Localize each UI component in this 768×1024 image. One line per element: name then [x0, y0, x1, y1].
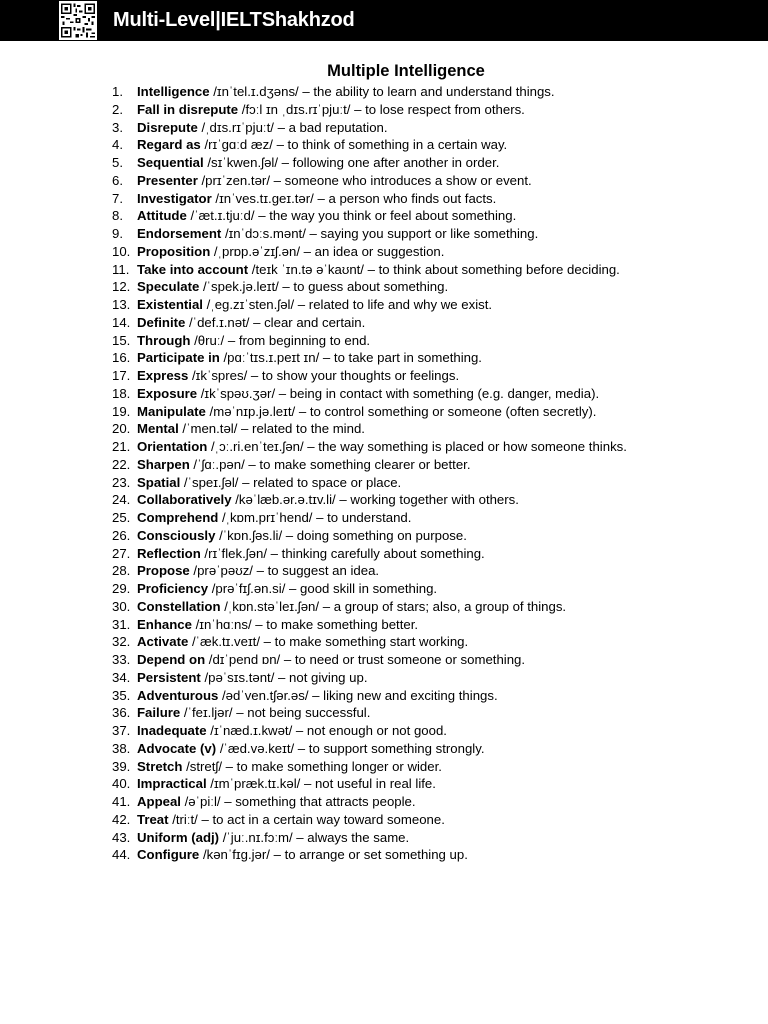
- list-item: [112, 509, 627, 527]
- list-item: [112, 633, 627, 651]
- item-number: 31.: [112, 616, 131, 632]
- item-number: 37.: [112, 723, 131, 738]
- vocab-definition: /triːt/ – to act in a certain way toward someone.: [168, 811, 445, 827]
- item-number: 24.: [112, 492, 131, 508]
- document-title: Multiple Intelligence: [327, 62, 485, 80]
- list-item: [112, 775, 627, 793]
- vocab-definition: /ˈdef.ɪ.nət/ – clear and certain.: [185, 314, 366, 330]
- qr-code-icon: [59, 1, 97, 40]
- header-bar: [0, 0, 768, 41]
- list-item: [112, 722, 627, 740]
- vocab-term: Investigator: [137, 190, 212, 206]
- list-item: [112, 740, 627, 758]
- vocab-definition: /ɪnˈtel.ɪ.dʒəns/ – the ability to learn and understand things.: [209, 84, 555, 99]
- vocab-term: Intelligence: [137, 84, 210, 99]
- list-item: [112, 154, 627, 172]
- list-item: [112, 403, 627, 421]
- vocab-definition: /ɪnˈhɑːns/ – to make something better.: [191, 616, 419, 632]
- vocab-term: Participate in: [137, 350, 220, 366]
- vocab-term: Take into account: [137, 261, 249, 277]
- vocab-term: Inadequate: [137, 723, 207, 738]
- vocab-definition: /θruː/ – from beginning to end.: [190, 332, 371, 348]
- item-number: 3.: [112, 119, 123, 135]
- vocab-term: Comprehend: [137, 510, 219, 525]
- vocab-definition: /pɑːˈtɪs.ɪ.peɪt ɪn/ – to take part in something.: [219, 350, 482, 366]
- item-number: 33.: [112, 652, 131, 667]
- item-number: 2.: [112, 101, 123, 117]
- list-item: [112, 278, 627, 296]
- vocab-definition: /rɪˈflek.ʃən/ – thinking carefully about something.: [200, 545, 485, 561]
- list-item: [112, 651, 627, 669]
- vocab-term: Enhance: [137, 616, 192, 632]
- item-number: 19.: [112, 403, 131, 419]
- item-number: 20.: [112, 421, 131, 437]
- vocab-definition: /ɪkˈspəʊ.ʒər/ – being in contact with something (e.g. danger, media).: [197, 385, 600, 401]
- list-item: [112, 687, 627, 705]
- item-number: 12.: [112, 279, 131, 295]
- vocab-term: Activate: [137, 634, 189, 650]
- item-number: 5.: [112, 155, 123, 170]
- vocab-term: Attitude: [137, 208, 187, 224]
- list-item: [112, 474, 627, 492]
- list-item: [112, 580, 627, 598]
- vocab-definition: /ədˈven.tʃər.əs/ – liking new and exciting things.: [218, 687, 498, 703]
- list-item: [112, 420, 627, 438]
- vocab-definition: /ˈkɒn.ʃəs.li/ – doing something on purpose.: [215, 527, 467, 543]
- vocab-term: Stretch: [137, 758, 183, 774]
- list-item: [112, 101, 627, 119]
- item-number: 29.: [112, 581, 131, 596]
- vocab-term: Disrepute: [137, 119, 198, 135]
- item-number: 10.: [112, 243, 131, 259]
- vocab-term: Proposition: [137, 243, 211, 259]
- vocab-definition: /ˈæt.ɪ.tjuːd/ – the way you think or feel about something.: [186, 208, 517, 224]
- list-item: [112, 829, 627, 847]
- item-number: 4.: [112, 137, 123, 153]
- vocab-term: Endorsement: [137, 226, 222, 241]
- item-number: 28.: [112, 563, 131, 579]
- vocab-definition: /kəˈlæb.ər.ə.tɪv.li/ – working together with others.: [231, 492, 519, 508]
- list-item: [112, 332, 627, 350]
- vocab-definition: /ˌkɒn.stəˈleɪ.ʃən/ – a group of stars; also, a group of things.: [220, 598, 567, 614]
- vocab-term: Through: [137, 332, 191, 348]
- vocab-definition: /ˈjuː.nɪ.fɔːm/ – always the same.: [219, 829, 410, 845]
- list-item: [112, 616, 627, 634]
- vocab-definition: /ˌɔː.ri.enˈteɪ.ʃən/ – the way something is placed or how someone thinks.: [207, 439, 627, 454]
- item-number: 6.: [112, 172, 123, 188]
- vocab-term: Spatial: [137, 474, 181, 490]
- vocab-term: Treat: [137, 811, 169, 827]
- vocab-term: Exposure: [137, 385, 198, 401]
- item-number: 1.: [112, 84, 123, 99]
- vocab-definition: /ɪkˈspres/ – to show your thoughts or feelings.: [188, 368, 460, 383]
- vocab-definition: /prɪˈzen.tər/ – someone who introduces a show or event.: [197, 172, 532, 188]
- list-item: [112, 811, 627, 829]
- vocab-definition: /ˌkɒm.prɪˈhend/ – to understand.: [218, 510, 412, 525]
- item-number: 15.: [112, 332, 131, 348]
- list-item: [112, 846, 627, 864]
- item-number: 25.: [112, 510, 131, 525]
- vocab-term: Appeal: [137, 794, 181, 809]
- item-number: 38.: [112, 740, 131, 756]
- list-item: [112, 367, 627, 385]
- vocab-term: Regard as: [137, 137, 201, 153]
- vocab-definition: /ɪnˈves.tɪ.ɡeɪ.tər/ – a person who finds out facts.: [211, 190, 497, 206]
- vocab-definition: /ˈspeɪ.ʃəl/ – related to space or place.: [180, 474, 402, 490]
- vocab-definition: /pəˈsɪs.tənt/ – not giving up.: [200, 669, 368, 685]
- list-item: [112, 261, 627, 279]
- item-number: 21.: [112, 439, 131, 454]
- vocab-term: Presenter: [137, 172, 198, 188]
- item-number: 30.: [112, 598, 131, 614]
- list-item: [112, 172, 627, 190]
- vocab-term: Fall in disrepute: [137, 101, 239, 117]
- vocab-definition: /stretʃ/ – to make something longer or wider.: [182, 758, 442, 774]
- vocab-term: Mental: [137, 421, 179, 437]
- vocab-definition: /prəˈfɪʃ.ən.si/ – good skill in something.: [208, 581, 438, 596]
- list-item: [112, 349, 627, 367]
- vocab-term: Speculate: [137, 279, 200, 295]
- vocab-term: Sharpen: [137, 456, 190, 472]
- item-number: 34.: [112, 669, 131, 685]
- vocab-definition: /ˈæd.və.keɪt/ – to support something strongly.: [216, 740, 485, 756]
- list-item: [112, 207, 627, 225]
- list-item: [112, 669, 627, 687]
- list-item: [112, 758, 627, 776]
- list-item: [112, 225, 627, 243]
- list-item: [112, 83, 627, 101]
- list-item: [112, 438, 627, 456]
- vocab-term: Depend on: [137, 652, 206, 667]
- vocab-definition: /ˈspek.jə.leɪt/ – to guess about something.: [199, 279, 449, 295]
- item-number: 27.: [112, 545, 131, 561]
- item-number: 8.: [112, 208, 123, 224]
- vocab-term: Configure: [137, 847, 200, 863]
- list-item: [112, 385, 627, 403]
- item-number: 42.: [112, 811, 131, 827]
- vocab-term: Constellation: [137, 598, 221, 614]
- item-number: 26.: [112, 527, 131, 543]
- vocab-term: Orientation: [137, 439, 208, 454]
- item-number: 7.: [112, 190, 123, 206]
- list-item: [112, 314, 627, 332]
- vocab-term: Uniform (adj): [137, 829, 220, 845]
- vocab-definition: /fɔːl ɪn ˌdɪs.rɪˈpjuːt/ – to lose respect from others.: [238, 101, 525, 117]
- vocab-definition: /sɪˈkwen.ʃəl/ – following one after another in order.: [203, 155, 500, 170]
- vocab-definition: /ˈfeɪ.ljər/ – not being successful.: [180, 705, 371, 721]
- vocab-definition: /ˈmen.təl/ – related to the mind.: [178, 421, 365, 437]
- vocab-term: Failure: [137, 705, 181, 721]
- vocab-term: Advocate (v): [137, 740, 217, 756]
- item-number: 32.: [112, 634, 131, 650]
- vocab-definition: /rɪˈɡɑːd æz/ – to think of something in a certain way.: [200, 137, 508, 153]
- item-number: 18.: [112, 385, 131, 401]
- vocab-definition: /prəˈpəʊz/ – to suggest an idea.: [189, 563, 380, 579]
- vocab-term: Definite: [137, 314, 186, 330]
- list-item: [112, 456, 627, 474]
- vocab-term: Impractical: [137, 776, 207, 792]
- vocab-term: Propose: [137, 563, 190, 579]
- item-number: 41.: [112, 794, 131, 809]
- vocab-definition: /məˈnɪp.jə.leɪt/ – to control something or someone (often secretly).: [205, 403, 597, 419]
- item-number: 43.: [112, 829, 131, 845]
- vocab-term: Persistent: [137, 669, 201, 685]
- item-number: 14.: [112, 314, 131, 330]
- vocab-term: Manipulate: [137, 403, 206, 419]
- vocab-definition: /ˈæk.tɪ.veɪt/ – to make something start working.: [188, 634, 469, 650]
- vocabulary-list: [112, 83, 627, 864]
- brand-title: Multi-Level|IELTShakhzod: [113, 9, 355, 31]
- vocab-definition: /əˈpiːl/ – something that attracts people.: [180, 794, 416, 809]
- list-item: [112, 243, 627, 261]
- vocab-term: Collaboratively: [137, 492, 232, 508]
- vocab-definition: /ɪˈnæd.ɪ.kwət/ – not enough or not good.: [206, 723, 447, 738]
- list-item: [112, 296, 627, 314]
- list-item: [112, 562, 627, 580]
- item-number: 11.: [112, 261, 130, 277]
- item-number: 22.: [112, 456, 131, 472]
- list-item: [112, 545, 627, 563]
- item-number: 44.: [112, 847, 131, 863]
- item-number: 17.: [112, 368, 131, 383]
- item-number: 40.: [112, 776, 131, 792]
- vocab-definition: /ˈʃɑː.pən/ – to make something clearer or better.: [189, 456, 471, 472]
- vocab-definition: /ɪmˈpræk.tɪ.kəl/ – not useful in real life.: [206, 776, 436, 792]
- vocab-definition: /kənˈfɪɡ.jər/ – to arrange or set something up.: [199, 847, 468, 863]
- list-item: [112, 704, 627, 722]
- vocab-definition: /dɪˈpend ɒn/ – to need or trust someone or something.: [205, 652, 526, 667]
- list-item: [112, 527, 627, 545]
- vocab-definition: /ɪnˈdɔːs.mənt/ – saying you support or like something.: [221, 226, 539, 241]
- vocab-definition: /ˌeɡ.zɪˈsten.ʃəl/ – related to life and why we exist.: [202, 297, 493, 312]
- list-item: [112, 793, 627, 811]
- vocab-term: Adventurous: [137, 687, 219, 703]
- list-item: [112, 491, 627, 509]
- item-number: 9.: [112, 226, 123, 241]
- item-number: 36.: [112, 705, 131, 721]
- list-item: [112, 136, 627, 154]
- vocab-term: Consciously: [137, 527, 216, 543]
- vocab-definition: /ˌdɪs.rɪˈpjuːt/ – a bad reputation.: [197, 119, 388, 135]
- vocab-term: Proficiency: [137, 581, 209, 596]
- vocab-term: Reflection: [137, 545, 201, 561]
- vocab-definition: /teɪk ˈɪn.tə əˈkaʊnt/ – to think about something before deciding.: [248, 261, 620, 277]
- item-number: 35.: [112, 687, 131, 703]
- item-number: 39.: [112, 758, 131, 774]
- item-number: 13.: [112, 297, 131, 312]
- list-item: [112, 190, 627, 208]
- vocab-term: Sequential: [137, 155, 204, 170]
- list-item: [112, 119, 627, 137]
- vocab-definition: /ˌprɒp.əˈzɪʃ.ən/ – an idea or suggestion.: [210, 243, 445, 259]
- item-number: 16.: [112, 350, 131, 366]
- vocab-term: Express: [137, 368, 189, 383]
- item-number: 23.: [112, 474, 131, 490]
- vocab-term: Existential: [137, 297, 203, 312]
- list-item: [112, 598, 627, 616]
